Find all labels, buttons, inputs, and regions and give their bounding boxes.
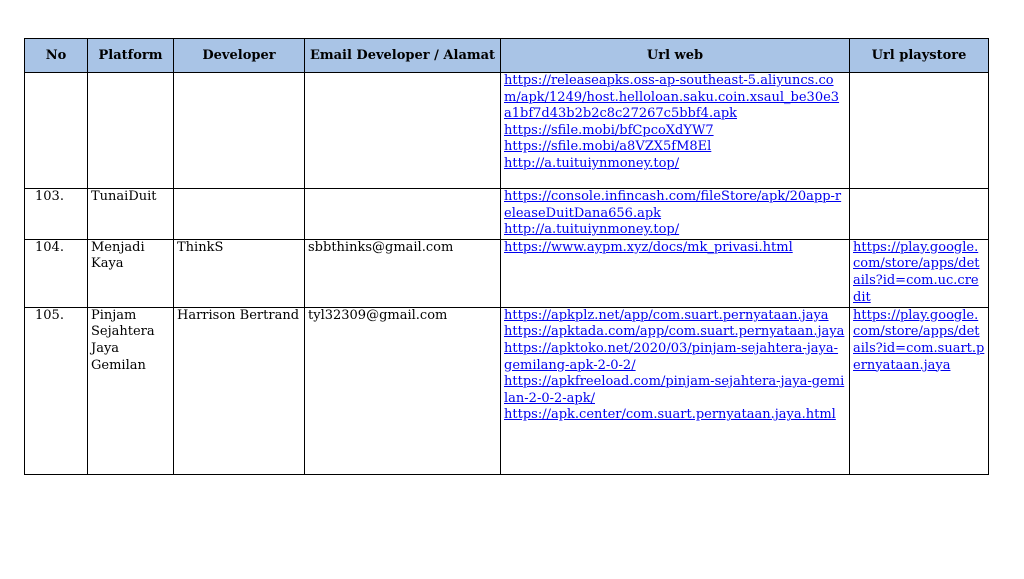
url-web-link[interactable]: http://a.tuituiynmoney.top/ [504, 155, 680, 171]
url-playstore-link[interactable]: https://play.google.com/store/apps/details?id=com.suart.pernyataan.jaya [853, 307, 985, 373]
cell-url-playstore [850, 73, 989, 189]
url-web-link[interactable]: https://apkfreeload.com/pinjam-sejahtera-jaya-gemilan-2-0-2-apk/ [504, 374, 845, 406]
table-row [25, 189, 989, 240]
cell-url-web [501, 73, 850, 189]
cell-url-web [501, 307, 850, 474]
header-developer: Developer [174, 39, 305, 73]
cell-platform: TunaiDuit [88, 189, 174, 240]
url-playstore-link[interactable]: https://play.google.com/store/apps/details?id=com.uc.credit [853, 239, 980, 305]
cell-no: 105. [25, 307, 88, 474]
url-web-link[interactable]: https://releaseapks.oss-ap-southeast-5.aliyuncs.com/apk/1249/host.helloloan.saku.coin.xsaul_be30e3a1bf7d43b2b2c8c27267c5bbf4.apk [504, 73, 840, 122]
table-row [25, 307, 989, 474]
url-web-link[interactable]: https://apk.center/com.suart.pernyataan.jaya.html [504, 407, 836, 423]
cell-developer [174, 73, 305, 189]
header-no: No [25, 39, 88, 73]
cell-platform: Pinjam Sejahtera Jaya Gemilan [88, 307, 174, 474]
cell-email: tyl32309@gmail.com [305, 307, 501, 474]
url-web-link[interactable]: https://apktada.com/app/com.suart.pernyataan.jaya [504, 324, 845, 340]
url-web-link[interactable]: https://console.infincash.com/fileStore/apk/20app-releaseDuitDana656.apk [504, 189, 842, 221]
data-table [24, 38, 989, 475]
cell-platform: Menjadi Kaya [88, 239, 174, 307]
cell-no [25, 73, 88, 189]
url-web-link[interactable]: https://sfile.mobi/a8VZX5fM8El [504, 139, 712, 155]
url-web-link[interactable]: https://sfile.mobi/bfCpcoXdYW7 [504, 122, 714, 138]
cell-developer [174, 189, 305, 240]
url-web-link[interactable]: https://www.aypm.xyz/docs/mk_privasi.html [504, 239, 793, 255]
cell-email [305, 189, 501, 240]
cell-email [305, 73, 501, 189]
cell-url-web [501, 239, 850, 307]
header-platform: Platform [88, 39, 174, 73]
header-email: Email Developer / Alamat [305, 39, 501, 73]
cell-no: 104. [25, 239, 88, 307]
url-web-link[interactable]: http://a.tuituiynmoney.top/ [504, 222, 680, 238]
cell-no: 103. [25, 189, 88, 240]
url-web-link[interactable]: https://apktoko.net/2020/03/pinjam-sejahtera-jaya-gemilang-apk-2-0-2/ [504, 340, 839, 373]
table-header-row [25, 39, 989, 73]
table-row [25, 239, 989, 307]
cell-url-playstore [850, 239, 989, 307]
table-row [25, 73, 989, 189]
cell-url-playstore [850, 189, 989, 240]
cell-url-web [501, 189, 850, 240]
header-url-web: Url web [501, 39, 850, 73]
cell-url-playstore [850, 307, 989, 474]
header-url-playstore: Url playstore [850, 39, 989, 73]
cell-developer: Harrison Bertrand [174, 307, 305, 474]
cell-platform [88, 73, 174, 189]
cell-email: sbbthinks@gmail.com [305, 239, 501, 307]
url-web-link[interactable]: https://apkplz.net/app/com.suart.pernyataan.jaya [504, 307, 829, 323]
cell-developer: ThinkS [174, 239, 305, 307]
